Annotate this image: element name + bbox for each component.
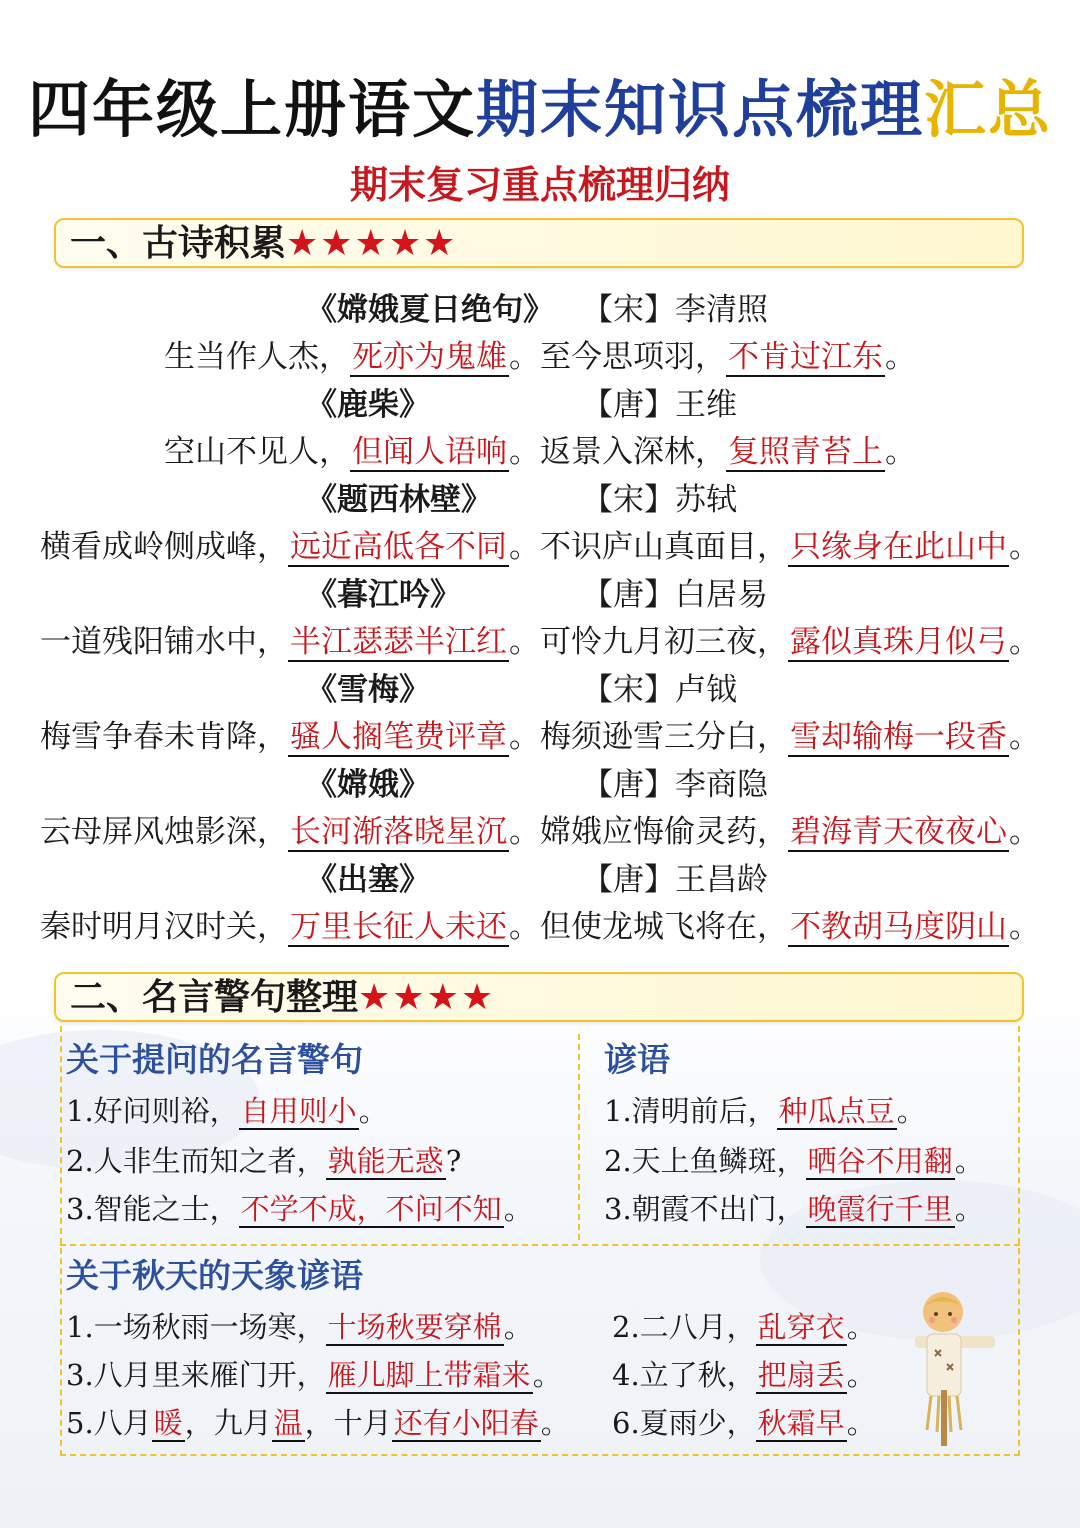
answer-text: 半江瑟瑟半江红 [290,624,507,660]
answer-text: 孰能无惑 [327,1144,444,1178]
answer-text: 复照青苔上 [728,434,883,470]
poem-lines: 空山不见人，但闻人语响。返景入深林，复照青苔上。 [164,434,916,470]
answer-text: 暖 [153,1406,183,1440]
poem-title: 《题西林壁》 [306,482,492,518]
section-title: 二、名言警句整理 [70,977,359,1018]
page-title: 四年级上册语文期末知识点梳理汇总 [27,73,1053,146]
section-header-quotes [54,972,1024,1022]
poem-title: 《嫦娥》 [306,767,430,803]
poem-title: 《暮江吟》 [306,577,461,613]
proverb-item: 1.清明前后，种瓜点豆。 [604,1094,926,1128]
answer-text: 秋霜早 [757,1406,845,1440]
answer-text: 温 [273,1406,303,1440]
poem-author: 【唐】李商隐 [582,767,768,803]
poem-author: 【唐】王昌龄 [582,862,768,898]
answer-text: 晚霞行千里 [807,1192,953,1226]
answer-text: 不教胡马度阴山 [790,909,1007,945]
answer-text: 不肯过江东 [728,339,883,375]
poem-title: 《鹿柴》 [306,387,430,423]
poem-header [0,668,1080,712]
scarecrow-cheek [929,1317,935,1323]
autumn-item: 5.八月暖，九月温，十月还有小阳春。 [66,1406,570,1440]
quote-item: 2.人非生而知之者，孰能无惑? [66,1144,462,1178]
poem-title: 《嫦娥夏日绝句》 [306,292,554,328]
answer-text: 但闻人语响 [352,434,507,470]
poem-lines: 梅雪争春未肯降，骚人搁笔费评章。梅须逊雪三分白，雪却输梅一段香。 [40,719,1040,755]
scarecrow-body [927,1334,961,1396]
rating-stars: ★★★★ [358,977,496,1018]
answer-text: 自用则小 [240,1094,357,1128]
poem-lines: 一道残阳铺水中，半江瑟瑟半江红。可怜九月初三夜，露似真珠月似弓。 [40,624,1040,660]
poem-lines: 秦时明月汉时关，万里长征人未还。但使龙城飞将在，不教胡马度阴山。 [40,909,1040,945]
section-header-ancient-poems [54,218,1024,268]
proverb-item: 2.天上鱼鳞斑，晒谷不用翻。 [604,1144,984,1178]
poem-header [0,288,1080,332]
poem-header [0,573,1080,617]
scarecrow-eye [934,1312,938,1316]
poem-header [0,383,1080,427]
answer-text: 长河渐落晓星沉 [290,814,507,850]
answer-text: 碧海青天夜夜心 [790,814,1007,850]
autumn-item: 1.一场秋雨一场寒，十场秋要穿棉。 [66,1310,533,1344]
poem-header [0,478,1080,522]
scarecrow-pole [941,1390,947,1446]
poem-author: 【宋】卢钺 [582,672,737,708]
autumn-item: 2.二八月，乱穿衣。 [612,1310,876,1344]
autumn-item: 3.八月里来雁门开，雁儿脚上带霜来。 [66,1358,562,1392]
answer-text: 死亦为鬼雄 [352,339,507,375]
poem-title: 《出塞》 [306,862,430,898]
section-title: 一、古诗积累 [70,223,287,264]
answer-text: 晒谷不用翻 [807,1144,953,1178]
poem-lines: 横看成岭侧成峰，远近高低各不同。不识庐山真面目，只缘身在此山中。 [40,529,1040,565]
answer-text: 露似真珠月似弓 [790,624,1007,660]
divider-vertical [578,1034,580,1240]
rating-stars: ★★★★★ [286,223,458,264]
proverbs-heading: 谚语 [604,1040,670,1079]
answer-text: 骚人搁笔费评章 [290,719,507,755]
poem-header [0,858,1080,902]
scarecrow-cheek [951,1317,957,1323]
answer-text: 雁儿脚上带霜来 [327,1358,531,1392]
autumn-item: 6.夏雨少，秋霜早。 [612,1406,876,1440]
answer-text: 不学不成，不问不知 [240,1192,502,1226]
poem-title: 《雪梅》 [306,672,430,708]
scarecrow-eye [948,1312,952,1316]
poem-lines: 生当作人杰，死亦为鬼雄。至今思项羽，不肯过江东。 [164,339,916,375]
questions-heading: 关于提问的名言警句 [66,1040,363,1079]
autumn-item: 4.立了秋，把扇丢。 [612,1358,876,1392]
poem-author: 【宋】李清照 [582,292,768,328]
quote-item: 3.智能之士，不学不成，不问不知。 [66,1192,533,1226]
answer-text: 只缘身在此山中 [790,529,1007,565]
poem-author: 【唐】白居易 [582,577,768,613]
scarecrow-illustration [905,1290,1005,1450]
poem-author: 【宋】苏轼 [582,482,737,518]
answer-text: 十场秋要穿棉 [327,1310,502,1344]
answer-text: 远近高低各不同 [290,529,507,565]
answer-text: 把扇丢 [757,1358,845,1392]
poem-header [0,763,1080,807]
answer-text: 雪却输梅一段香 [790,719,1007,755]
divider-horizontal [60,1244,1020,1246]
proverb-item: 3.朝霞不出门，晚霞行千里。 [604,1192,984,1226]
answer-text: 万里长征人未还 [290,909,507,945]
answer-text: 还有小阳春 [393,1406,539,1440]
quote-item: 1.好问则裕，自用则小。 [66,1094,388,1128]
poem-lines: 云母屏风烛影深，长河渐落晓星沉。嫦娥应悔偷灵药，碧海青天夜夜心。 [40,814,1040,850]
autumn-heading: 关于秋天的天象谚语 [66,1256,363,1295]
answer-text: 乱穿衣 [757,1310,845,1344]
poem-author: 【唐】王维 [582,387,737,423]
answer-text: 种瓜点豆 [778,1094,895,1128]
page-subtitle: 期末复习重点梳理归纳 [349,163,730,207]
